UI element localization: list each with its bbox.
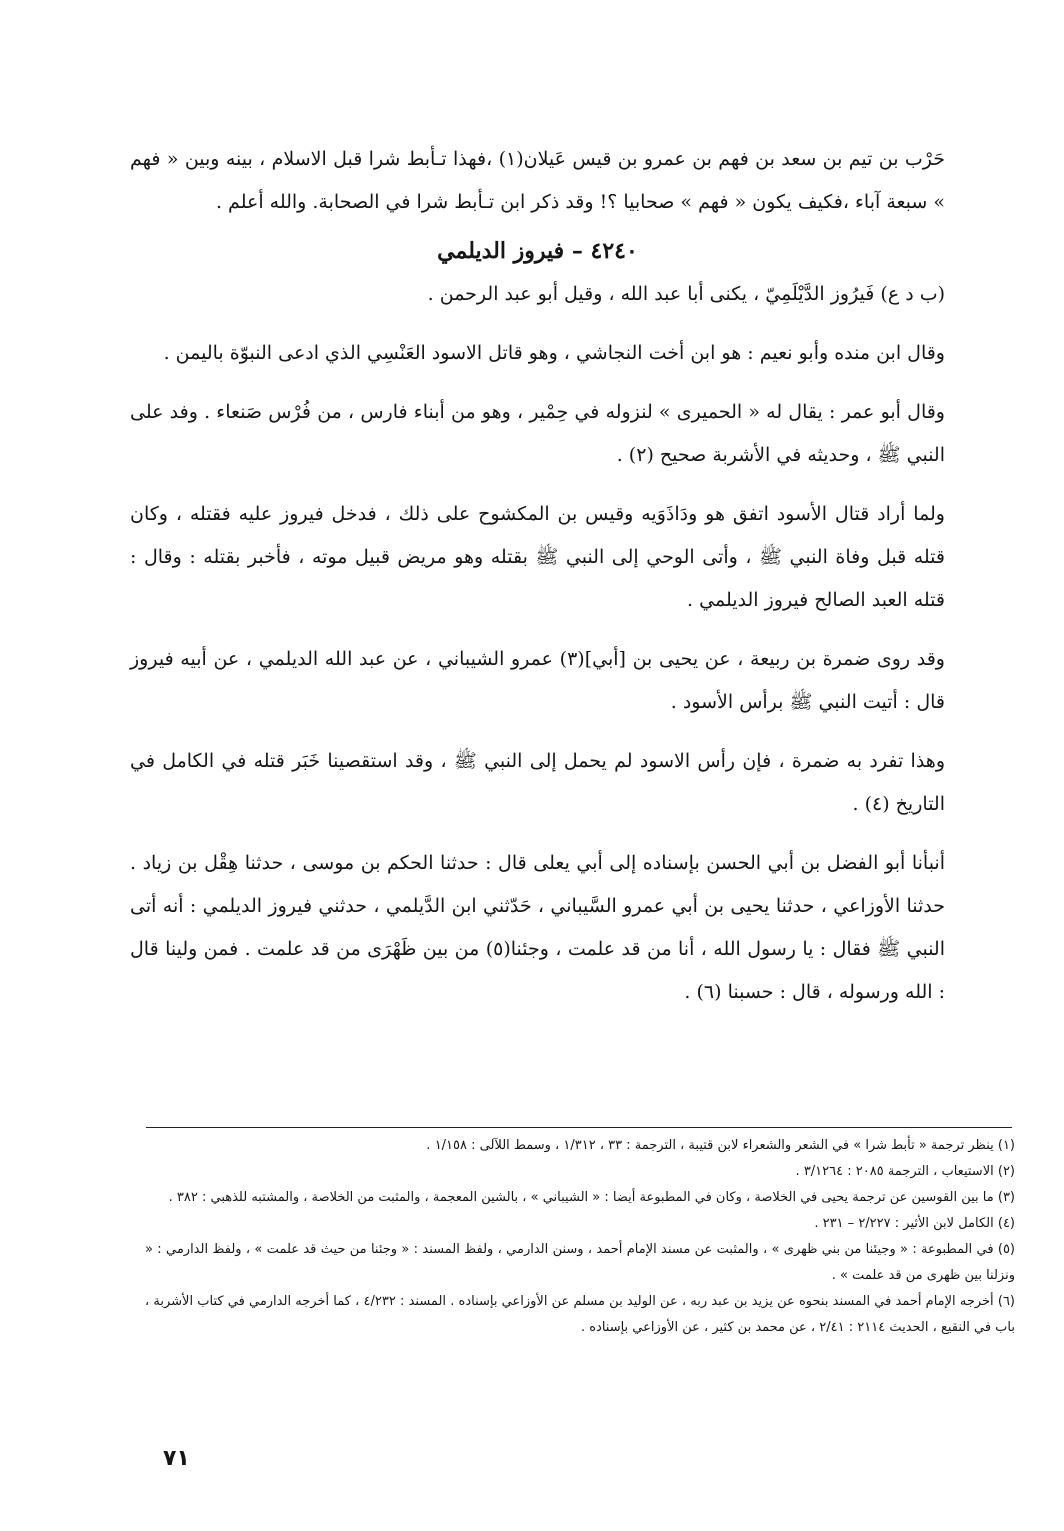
paragraph: وقال ابن منده وأبو نعيم : هو ابن أخت النجاشي ، وهو قاتل الاسود العَنْسِي الذي ادعى النبوّة باليمن . bbox=[163, 342, 945, 364]
footnote-divider bbox=[146, 1127, 1012, 1128]
footnote: (١) ينظر ترجمة « تأبط شرا » في الشعر والشعراء لابن قتيبة ، الترجمة : ٣٣ ، ١/٣١٢ ، وسمط اللآلى : ١/١٥٨ . bbox=[426, 1138, 1015, 1153]
entry-name: فيروز الديلمي bbox=[437, 238, 565, 264]
continuation-paragraph: حَرْب بن تيم بن سعد بن فهم بن عمرو بن قيس عَيلان(١) ،فهذا تـأبط شرا قبل الاسلام ، بينه وبين « فهم » سبعة آباء ،فكيف يكون « فهم » صحابيا ؟! وقد ذكر ابن تـأبط شرا في الصحابة. والله أعلم . bbox=[130, 148, 945, 213]
entry-dash: – bbox=[571, 238, 583, 264]
footnotes bbox=[145, 1133, 1015, 1341]
paragraph: (ب د ع) فَيرُوز الدَّيْلَمِيّ ، يكنى أبا عبد الله ، وقيل أبو عبد الرحمن . bbox=[427, 283, 945, 305]
entry-heading bbox=[130, 230, 945, 273]
paragraph: وهذا تفرد به ضمرة ، فإن رأس الاسود لم يحمل إلى النبي ﷺ ، وقد استقصينا خَبَر قتله في الكامل في التاريخ (٤) . bbox=[130, 750, 945, 815]
entry-number: ٤٢٤٠ bbox=[590, 238, 638, 264]
footnote: (٣) ما بين القوسين عن ترجمة يحيى في الخلاصة ، وكان في المطبوعة أيضا : « الشيباني » ، بالشين المعجمة ، والمثبت من الخلاصة ، والمشتبه للذهبي : ٣٨٢ . bbox=[168, 1190, 1015, 1205]
footnote: (٦) أخرجه الإمام أحمد في المسند بنحوه عن يزيد بن عبد ربه ، عن الوليد بن مسلم عن الأوزاعي بإسناده . المسند : ٤/٢٣٢ ، كما أخرجه الدارمي في كتاب الأشربة ، باب في النقيع ، الحديث ٢١١٤ : ٢/٤١ ، عن محمد بن كثير ، عن الأوزاعي بإسناده . bbox=[145, 1294, 1015, 1335]
paragraph: ولما أراد قتال الأسود اتفق هو ودَاذَوَيه وقيس بن المكشوح على ذلك ، فدخل فيروز عليه فقتله ، وكان قتله قبل وفاة النبي ﷺ ، وأتى الوحي إلى النبي ﷺ بقتله وهو مريض قبيل موته ، فأخبر بقتله : وقال : قتله العبد الصالح فيروز الديلمي . bbox=[130, 503, 945, 611]
page-number: ٧١ bbox=[163, 1446, 190, 1471]
main-text bbox=[130, 138, 945, 1014]
paragraph: وقال أبو عمر : يقال له « الحميرى » لنزوله في حِمْير ، وهو من أبناء فارس ، من فُرْس صَنعاء . وفد على النبي ﷺ ، وحديثه في الأشربة صحيح (٢) . bbox=[130, 401, 945, 466]
footnote: (٤) الكامل لابن الأثير : ٢/٢٢٧ – ٢٣١ . bbox=[814, 1216, 1015, 1231]
footnote: (٢) الاستيعاب ، الترجمة ٢٠٨٥ : ٣/١٢٦٤ . bbox=[795, 1164, 1015, 1179]
footnote: (٥) في المطبوعة : « وجيئنا من بني ظهرى » ، والمثبت عن مسند الإمام أحمد ، وسنن الدارمي ، ولفظ المسند : « وجئنا من حيث قد علمت » ، ولفظ الدارمي : « ونزلنا بين ظهرى من قد علمت » . bbox=[145, 1242, 1015, 1283]
paragraph: أنبأنا أبو الفضل بن أبي الحسن بإسناده إلى أبي يعلى قال : حدثنا الحكم بن موسى ، حدثنا هِقْل بن زياد . حدثنا الأوزاعي ، حدثنا يحيى بن أبي عمرو السَّيباني ، حَدّثني ابن الدَّيلمي ، حدثني فيروز الديلمي : أنه أتى النبي ﷺ فقال : يا رسول الله ، أنا من قد علمت ، وجئنا(٥) من بين ظَهْرَى من قد علمت . فمن ولينا قال : الله ورسوله ، قال : حسبنا (٦) . bbox=[130, 852, 945, 1003]
paragraph: وقد روى ضمرة بن ربيعة ، عن يحيى بن [أبي](٣) عمرو الشيباني ، عن عبد الله الديلمي ، عن أبيه فيروز قال : أتيت النبي ﷺ برأس الأسود . bbox=[130, 648, 945, 713]
